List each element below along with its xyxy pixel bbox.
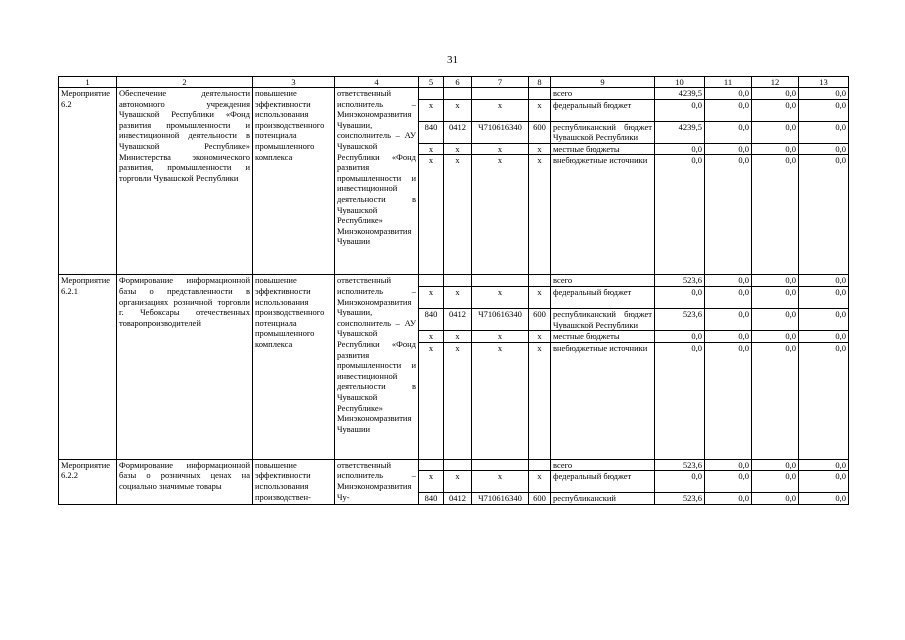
section-code: x — [444, 342, 472, 459]
column-header: 5 — [419, 77, 444, 88]
value-2022: 0,0 — [799, 275, 849, 287]
funding-source: всего — [551, 88, 655, 100]
expense-type-code — [529, 275, 551, 287]
value-2022: 0,0 — [799, 99, 849, 121]
expense-type-code: 600 — [529, 121, 551, 143]
measure-executor: ответственный исполнитель – Минэкономразвития Чувашии, соисполнитель – АУ Чувашской Республики «Фонд развития промышленности и инвестиционной деятельности в Чувашской Республике» Минэкономразвития Чувашии — [335, 275, 419, 459]
grbs-code: 840 — [419, 308, 444, 330]
section-code: 0412 — [444, 308, 472, 330]
value-2022: 0,0 — [799, 121, 849, 143]
grbs-code: x — [419, 331, 444, 343]
column-header: 6 — [444, 77, 472, 88]
column-header: 8 — [529, 77, 551, 88]
value-2022: 0,0 — [799, 493, 849, 505]
value-2019: 0,0 — [655, 99, 705, 121]
value-2020: 0,0 — [705, 88, 752, 100]
section-code: x — [444, 471, 472, 493]
column-header: 1 — [59, 77, 117, 88]
value-2020: 0,0 — [705, 286, 752, 308]
value-2022: 0,0 — [799, 308, 849, 330]
expense-type-code: x — [529, 286, 551, 308]
expense-type-code: 600 — [529, 308, 551, 330]
value-2021: 0,0 — [752, 342, 799, 459]
value-2020: 0,0 — [705, 308, 752, 330]
measure-executor: ответственный исполнитель – Минэкономразвития Чувашии, соисполнитель – АУ Чувашской Республики «Фонд развития промышленности и инвестиционной деятельности в Чувашской Республике» Минэкономразвития Чувашии — [335, 88, 419, 275]
value-2019: 0,0 — [655, 143, 705, 155]
target-article-code: Ч710616340 — [472, 121, 529, 143]
value-2020: 0,0 — [705, 331, 752, 343]
column-header: 12 — [752, 77, 799, 88]
value-2021: 0,0 — [752, 286, 799, 308]
measure-executor: ответственный исполнитель – Минэкономразвития Чу- — [335, 459, 419, 504]
table-row — [59, 459, 849, 471]
column-header: 11 — [705, 77, 752, 88]
value-2019: 0,0 — [655, 286, 705, 308]
funding-source: республиканский — [551, 493, 655, 505]
value-2021: 0,0 — [752, 88, 799, 100]
value-2021: 0,0 — [752, 99, 799, 121]
value-2022: 0,0 — [799, 286, 849, 308]
funding-source: внебюджетные источники — [551, 342, 655, 459]
column-header: 3 — [253, 77, 335, 88]
column-header: 7 — [472, 77, 529, 88]
value-2020: 0,0 — [705, 155, 752, 275]
value-2019: 523,6 — [655, 493, 705, 505]
grbs-code: x — [419, 471, 444, 493]
value-2019: 0,0 — [655, 155, 705, 275]
value-2020: 0,0 — [705, 471, 752, 493]
value-2022: 0,0 — [799, 471, 849, 493]
section-code: x — [444, 143, 472, 155]
value-2020: 0,0 — [705, 493, 752, 505]
funding-source: всего — [551, 459, 655, 471]
section-code — [444, 275, 472, 287]
target-article-code: x — [472, 99, 529, 121]
column-header: 4 — [335, 77, 419, 88]
measure-goal: повышение эффективности использования производственного потенциала промышленного комплекса — [253, 275, 335, 459]
target-article-code: x — [472, 471, 529, 493]
section-code: x — [444, 155, 472, 275]
measure-code: Мероприятие 6.2.2 — [59, 459, 117, 504]
value-2022: 0,0 — [799, 143, 849, 155]
value-2022: 0,0 — [799, 88, 849, 100]
value-2022: 0,0 — [799, 155, 849, 275]
value-2020: 0,0 — [705, 342, 752, 459]
value-2020: 0,0 — [705, 275, 752, 287]
value-2020: 0,0 — [705, 99, 752, 121]
value-2021: 0,0 — [752, 493, 799, 505]
grbs-code: x — [419, 342, 444, 459]
column-header: 10 — [655, 77, 705, 88]
target-article-code: Ч710616340 — [472, 493, 529, 505]
value-2022: 0,0 — [799, 459, 849, 471]
measure-code: Мероприятие 6.2.1 — [59, 275, 117, 459]
measure-code: Мероприятие 6.2 — [59, 88, 117, 275]
grbs-code: x — [419, 286, 444, 308]
value-2019: 523,6 — [655, 275, 705, 287]
column-header: 2 — [117, 77, 253, 88]
expense-type-code: x — [529, 342, 551, 459]
table-row — [59, 275, 849, 287]
value-2019: 4239,5 — [655, 121, 705, 143]
measure-name: Обеспечение деятельности автономного учреждения Чувашской Республики «Фонд развития промышленности и инвестиционной деятельности в Чувашской Республике» Министерства экономического развития, промышленности и торговли Чувашской Республики — [117, 88, 253, 275]
value-2021: 0,0 — [752, 121, 799, 143]
target-article-code: x — [472, 342, 529, 459]
value-2020: 0,0 — [705, 143, 752, 155]
expense-type-code: x — [529, 331, 551, 343]
value-2022: 0,0 — [799, 342, 849, 459]
value-2021: 0,0 — [752, 143, 799, 155]
funding-source: республиканский бюджет Чувашской Республики — [551, 121, 655, 143]
target-article-code: Ч710616340 — [472, 308, 529, 330]
value-2019: 523,6 — [655, 459, 705, 471]
measure-name: Формирование информационной базы о представленности в организациях розничной торговли г. Чебоксары отечественных товаропроизводителей — [117, 275, 253, 459]
target-article-code: x — [472, 331, 529, 343]
funding-source: местные бюджеты — [551, 143, 655, 155]
section-code: 0412 — [444, 493, 472, 505]
expense-type-code — [529, 459, 551, 471]
funding-source: федеральный бюджет — [551, 99, 655, 121]
section-code: x — [444, 331, 472, 343]
value-2019: 0,0 — [655, 342, 705, 459]
expense-type-code: x — [529, 155, 551, 275]
funding-source: местные бюджеты — [551, 331, 655, 343]
value-2019: 4239,5 — [655, 88, 705, 100]
expense-type-code: x — [529, 471, 551, 493]
funding-source: федеральный бюджет — [551, 471, 655, 493]
funding-source: всего — [551, 275, 655, 287]
header-row — [59, 77, 849, 88]
funding-source: внебюджетные источники — [551, 155, 655, 275]
section-code: 0412 — [444, 121, 472, 143]
funding-source: республиканский бюджет Чувашской Республики — [551, 308, 655, 330]
target-article-code: x — [472, 155, 529, 275]
section-code: x — [444, 99, 472, 121]
budget-table — [58, 76, 849, 505]
target-article-code: x — [472, 143, 529, 155]
expense-type-code: x — [529, 143, 551, 155]
value-2021: 0,0 — [752, 331, 799, 343]
value-2020: 0,0 — [705, 121, 752, 143]
value-2021: 0,0 — [752, 155, 799, 275]
value-2019: 523,6 — [655, 308, 705, 330]
measure-goal: повышение эффективности использования производствен- — [253, 459, 335, 504]
value-2021: 0,0 — [752, 471, 799, 493]
target-article-code — [472, 459, 529, 471]
grbs-code: x — [419, 143, 444, 155]
grbs-code: 840 — [419, 121, 444, 143]
measure-name: Формирование информационной базы о розничных ценах на социально значимые товары — [117, 459, 253, 504]
value-2021: 0,0 — [752, 459, 799, 471]
value-2021: 0,0 — [752, 275, 799, 287]
grbs-code: 840 — [419, 493, 444, 505]
target-article-code — [472, 88, 529, 100]
grbs-code: x — [419, 99, 444, 121]
expense-type-code: x — [529, 99, 551, 121]
column-header: 13 — [799, 77, 849, 88]
section-code: x — [444, 286, 472, 308]
measure-goal: повышение эффективности использования производственного потенциала промышленного комплекса — [253, 88, 335, 275]
funding-source: федеральный бюджет — [551, 286, 655, 308]
grbs-code — [419, 88, 444, 100]
expense-type-code — [529, 88, 551, 100]
section-code — [444, 459, 472, 471]
column-header: 9 — [551, 77, 655, 88]
value-2021: 0,0 — [752, 308, 799, 330]
target-article-code: x — [472, 286, 529, 308]
grbs-code — [419, 459, 444, 471]
value-2020: 0,0 — [705, 459, 752, 471]
value-2019: 0,0 — [655, 471, 705, 493]
value-2022: 0,0 — [799, 331, 849, 343]
page-number: 31 — [447, 54, 458, 66]
value-2019: 0,0 — [655, 331, 705, 343]
table-row — [59, 88, 849, 100]
expense-type-code: 600 — [529, 493, 551, 505]
grbs-code — [419, 275, 444, 287]
target-article-code — [472, 275, 529, 287]
grbs-code: x — [419, 155, 444, 275]
section-code — [444, 88, 472, 100]
